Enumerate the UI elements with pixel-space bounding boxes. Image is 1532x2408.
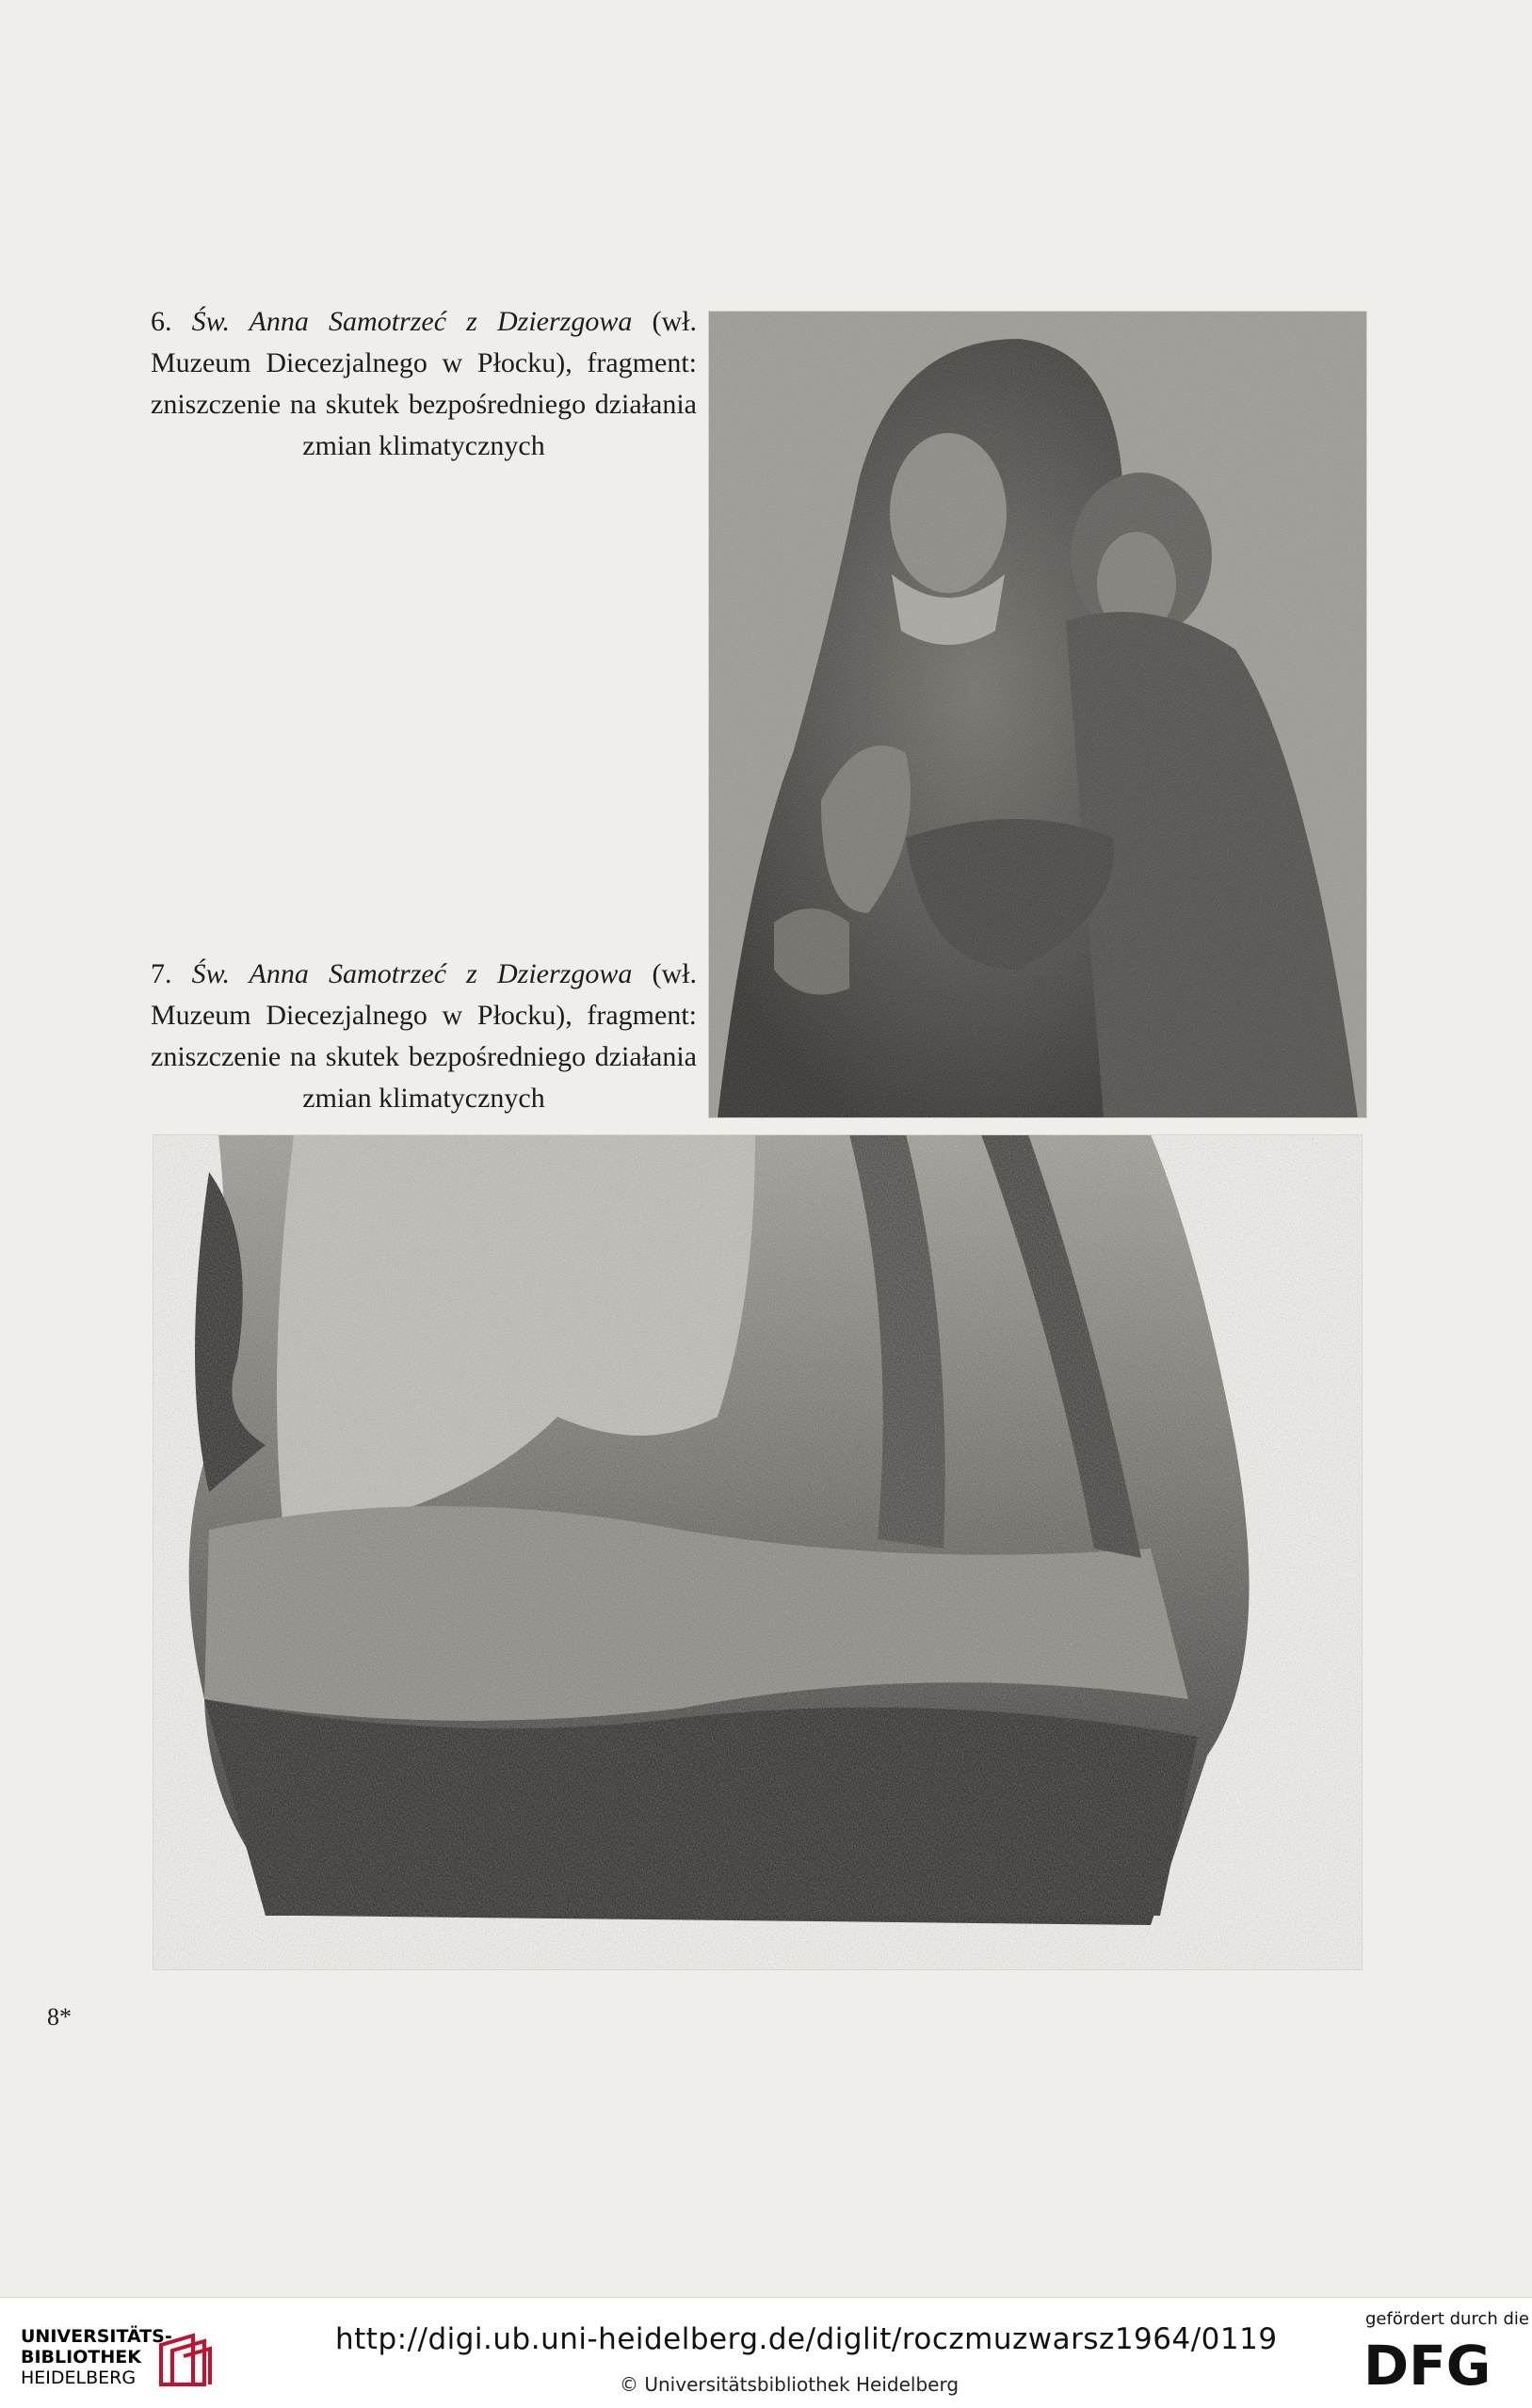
- footer-bar: [0, 2297, 1532, 2408]
- figure-6-title: Św. Anna Samotrzeć z Dzierzgowa: [191, 306, 633, 337]
- figure-7-title: Św. Anna Samotrzeć z Dzierzgowa: [191, 958, 633, 989]
- dfg-logo-icon: [1363, 2336, 1505, 2392]
- funder-label: gefördert durch die: [1365, 2309, 1529, 2329]
- library-name: [21, 2326, 172, 2388]
- figure-6-caption: [151, 301, 697, 467]
- dfg-logo-text: DFG: [1363, 2336, 1492, 2392]
- figure-7-caption: [151, 954, 697, 1119]
- figure-7-text: (wł. Muzeum Diecezjalnego w Płocku), fragment: zniszczenie na skutek bezpośredniego działania zmian klimatycznych: [151, 958, 697, 1114]
- figure-7-number: 7.: [151, 958, 172, 989]
- page-number: 8*: [47, 2003, 72, 2031]
- figure-6-photo: [708, 311, 1367, 1118]
- library-name-line3: HEIDELBERG: [21, 2368, 137, 2388]
- library-name-line2: BIBLIOTHEK: [21, 2347, 141, 2368]
- permalink-url[interactable]: http://digi.ub.uni-heidelberg.de/diglit/roczmuzwarsz1964/0119: [335, 2322, 1278, 2356]
- figure-7-photo: [153, 1134, 1363, 1970]
- library-name-line1: UNIVERSITÄTS-: [21, 2326, 172, 2347]
- copyright-notice: © Universitätsbibliothek Heidelberg: [620, 2373, 960, 2396]
- figure-6-number: 6.: [151, 306, 172, 337]
- figure-6-text: (wł. Muzeum Diecezjalnego w Płocku), fragment: zniszczenie na skutek bezpośredniego działania zmian klimatycznych: [151, 306, 697, 461]
- ub-heidelberg-logo-icon: [155, 2332, 214, 2388]
